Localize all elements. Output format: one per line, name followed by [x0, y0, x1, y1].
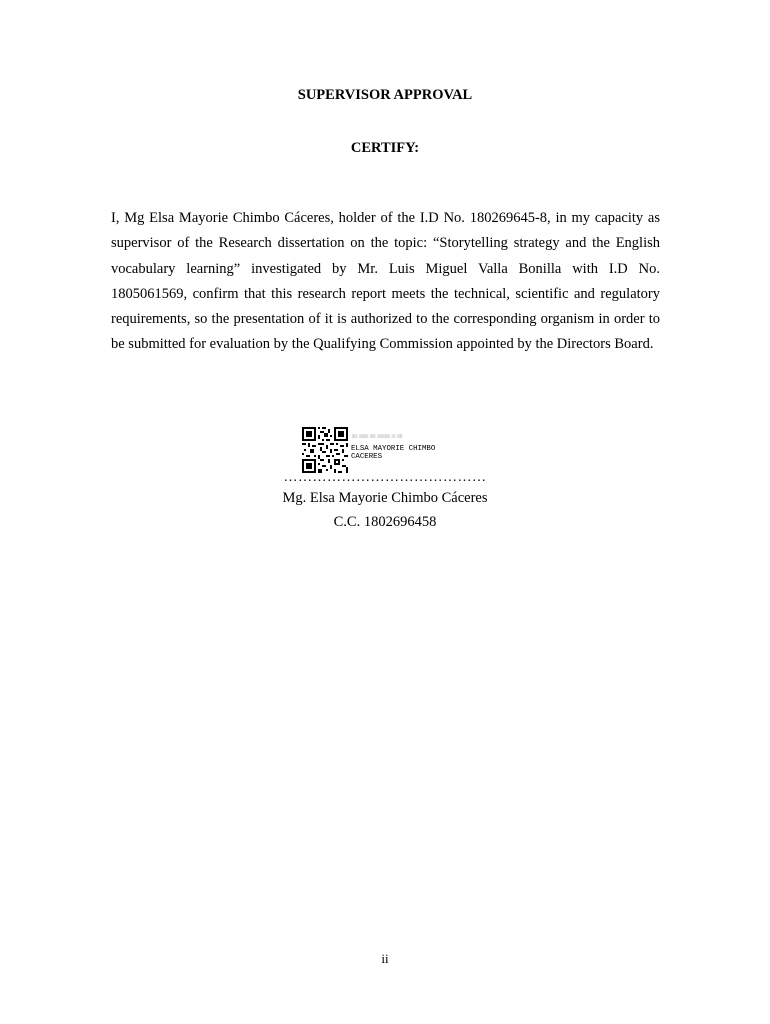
signature-line: …………………………………… — [283, 470, 487, 485]
signature-fineprint: ░░░ ░░░░░ ░░░ ░░░░░░░ ░░ ░░░ — [352, 434, 403, 438]
signer-name: Mg. Elsa Mayorie Chimbo Cáceres — [282, 490, 488, 506]
certification-paragraph: I, Mg Elsa Mayorie Chimbo Cáceres, holder of the I.D No. 180269645-8, in my capacity as supervisor of the Research dissertation on the topic: “Storytelling strategy and the English vocabulary learning” investigated by Mr. Luis Miguel Valla Bonilla with I.D No. 1805061569, confirm that this research report meets the technical, scientific and regulatory requirements, so the presentation of it is authorized to the corresponding organism in order to be submitted for evaluation by the Qualifying Commission appointed by the Directors Board. — [111, 210, 660, 353]
signer-id: C.C. 1802696458 — [333, 514, 437, 530]
certify-heading: CERTIFY: — [350, 140, 420, 156]
page-title: SUPERVISOR APPROVAL — [297, 87, 473, 103]
qr-code-icon — [302, 427, 348, 473]
page-number: ii — [381, 951, 389, 966]
digital-signature-name: ELSA MAYORIE CHIMBO CACERES — [351, 445, 436, 461]
